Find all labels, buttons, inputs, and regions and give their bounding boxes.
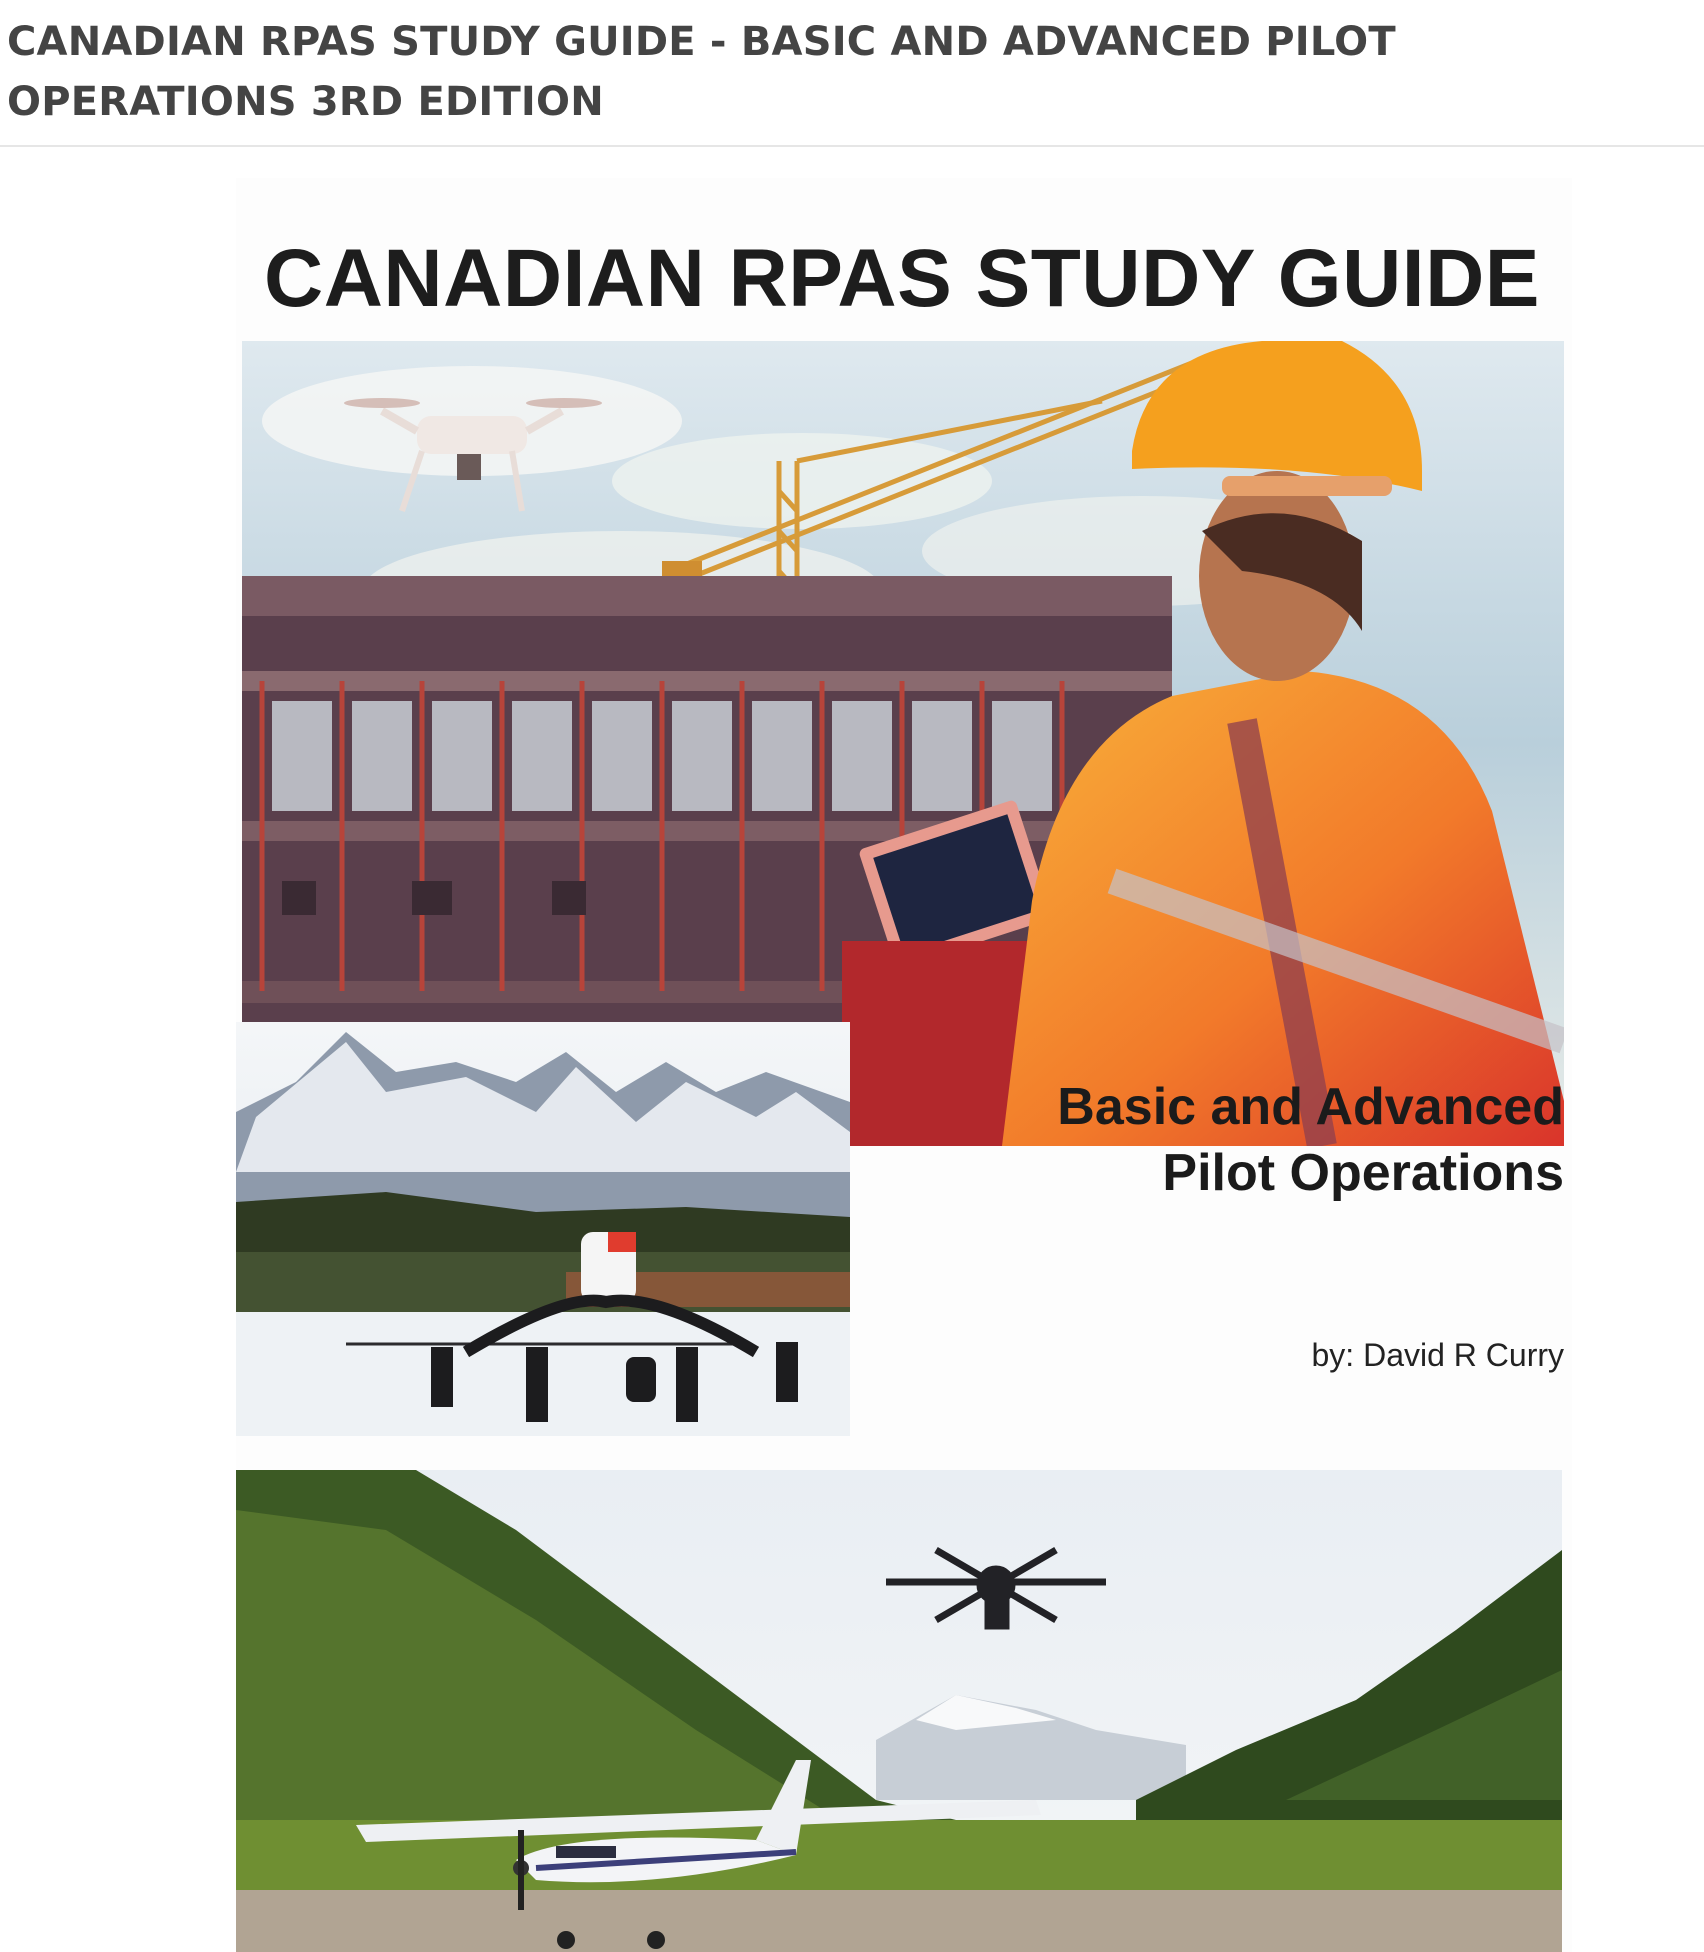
cover-author: by: David R Curry — [1311, 1337, 1564, 1373]
book-cover-image[interactable] — [236, 178, 1572, 1952]
cover-title: CANADIAN RPAS STUDY GUIDE — [263, 233, 1540, 324]
cover-subtitle — [924, 1074, 1564, 1206]
product-title: CANADIAN RPAS STUDY GUIDE - BASIC AND ADVANCED PILOT OPERATIONS 3RD EDITION — [7, 19, 1396, 125]
cover-photo-airstrip — [236, 1470, 1562, 1952]
cover-subtitle-line1: Basic and Advanced — [1057, 1078, 1564, 1136]
cover-subtitle-line2: Pilot Operations — [1162, 1144, 1564, 1202]
cover-photo-mountain-drone — [236, 1022, 850, 1436]
product-header — [0, 0, 1704, 147]
